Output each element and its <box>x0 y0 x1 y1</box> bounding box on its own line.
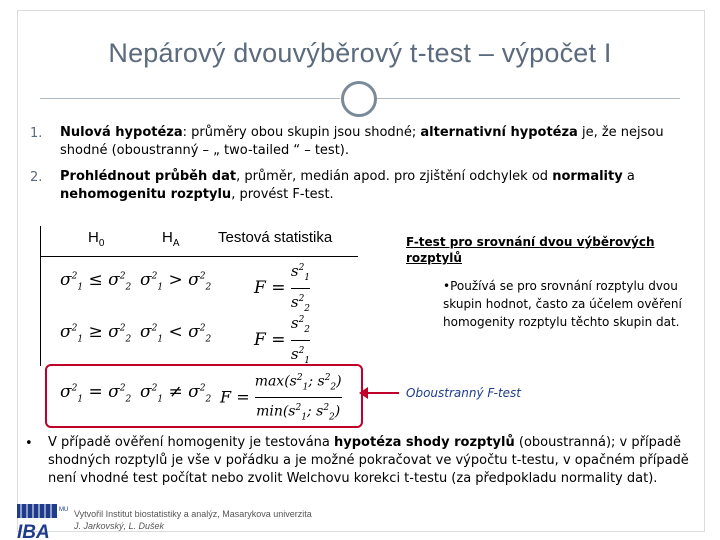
item1-part-2: alternativní hypotéza <box>420 125 578 140</box>
title-circle-ornament <box>341 81 377 117</box>
item2-part-4: nehomogenitu rozptylu <box>60 187 232 202</box>
table-header-rule <box>40 256 358 257</box>
row2-h0-formula: $\sigma^2_1 \ge \sigma^2_2$ <box>60 322 132 345</box>
footer <box>74 508 312 532</box>
footer-line-2: J. Jarkovský, L. Dušek <box>74 521 165 531</box>
item-text-2 <box>60 168 700 204</box>
bottom-bullet: • <box>25 436 33 451</box>
item2-part-2: normality <box>552 169 623 184</box>
table-left-border <box>40 226 41 366</box>
header-test-statistic: Testová statistika <box>218 229 333 246</box>
ftest-title: F-test pro srovnání dvou výběrových rozptylů <box>406 235 655 265</box>
header-ha: $H_A$ <box>162 229 180 249</box>
item-number-1: 1. <box>30 126 43 141</box>
item1-part-1: : průměry obou skupin jsou shodné; <box>182 125 421 140</box>
item2-part-0: Prohlédnout průběh dat <box>60 169 237 184</box>
row2-statistic: F = $\frac{s^2_2}{s^2_1}$ <box>254 314 311 366</box>
bottom-part-1: hypotéza shody rozptylů <box>334 435 515 450</box>
footer-line-1: Vytvořil Institut biostatistiky a analýz, Masarykova univerzita <box>74 509 312 519</box>
logo-text: IBA <box>17 522 50 540</box>
item2-part-1: , průměr, medián apod. pro zjištění odchylek od <box>236 169 553 184</box>
item-number-2: 2. <box>30 170 43 185</box>
slide-title: Nepárový dvouvýběrový t-test – výpočet I <box>108 38 612 68</box>
bottom-paragraph <box>48 434 693 488</box>
title-rule-left <box>40 98 340 99</box>
two-sided-label: Oboustranný F-test <box>406 386 522 400</box>
logo-small-text: MU <box>59 507 69 513</box>
bottom-part-2: (oboustranná); v případě shodných rozptylů je vše v pořádku a je možné pokračovat ve výpočtu t-testu, v opačném případě není vhodné test počítat nebo zvolit Welchovu korekci t-testu (za předpokladu normality dat). <box>48 435 689 486</box>
item2-part-5: , provést F-test. <box>231 187 334 202</box>
item2-part-3: a <box>622 169 635 184</box>
header-h0: $H_0$ <box>88 229 105 249</box>
two-sided-highlight-box <box>45 364 363 428</box>
item1-part-0: Nulová hypotéza <box>60 125 183 140</box>
item1-part-3: je, že nejsou shodné (oboustranný – „ two-tailed “ – test). <box>60 125 664 158</box>
row2-ha-formula: $\sigma^2_1 < \sigma^2_2$ <box>140 322 212 345</box>
item-text-1 <box>60 124 700 160</box>
row1-ha-formula: $\sigma^2_1 > \sigma^2_2$ <box>140 270 212 293</box>
bottom-part-0: V případě ověření homogenity je testována <box>48 435 335 450</box>
title-rule-right <box>376 98 680 99</box>
row1-h0-formula: $\sigma^2_1 \le \sigma^2_2$ <box>60 270 132 293</box>
iba-logo <box>13 502 69 540</box>
ftest-description: •Používá se pro srovnání rozptylu dvou skupin hodnot, často za účelem ověření homogenity rozptylu těchto skupin dat. <box>443 279 682 329</box>
row3-ha-formula: $\sigma^2_1 \ne \sigma^2_2$ <box>140 382 212 405</box>
row1-statistic: F = $\frac{s^2_1}{s^2_2}$ <box>254 262 311 314</box>
row3-statistic: F = $\frac{\max(s^2_1; s^2_2)}{\min(s^2_1; s^2_2)}$ <box>220 373 342 423</box>
row3-h0-formula: $\sigma^2_1 = \sigma^2_2$ <box>60 382 132 405</box>
highlight-arrow <box>361 392 399 394</box>
